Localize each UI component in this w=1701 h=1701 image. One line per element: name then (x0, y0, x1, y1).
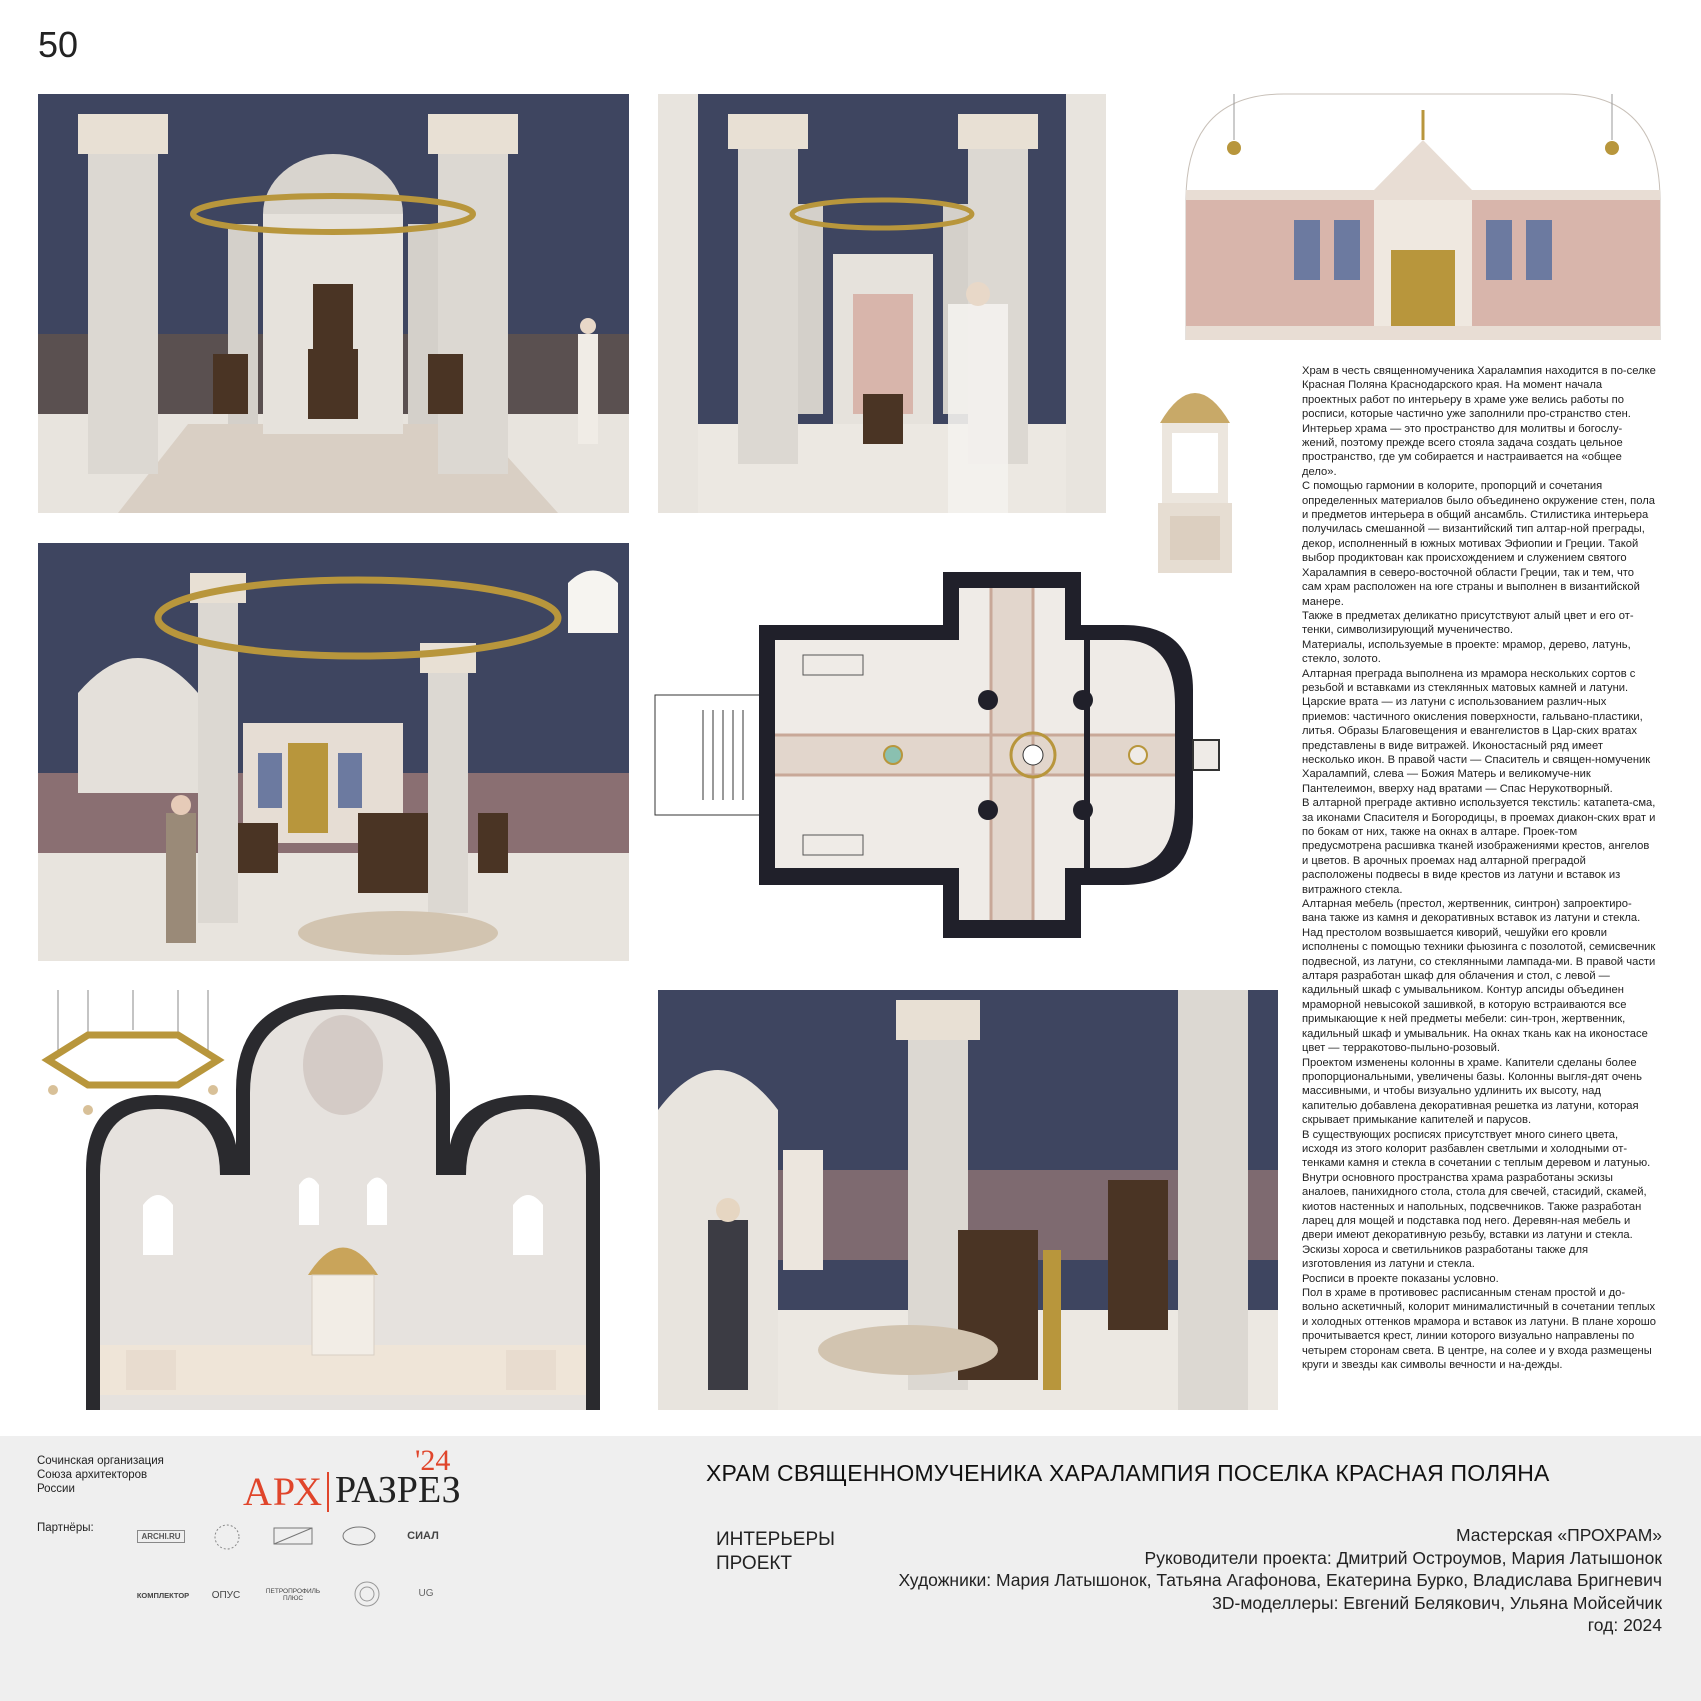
description-paragraph: В алтарной преграде активно используется текстиль: катапета-сма, за иконами Спасителя и Богородицы, в проемах диакон-ских врат и по бокам от них, также на окнах в алтаре. Проек-том предусмотрена расшивка тканей изображениями крестов, ангелов и цветов. В арочных проемах над алтарной преградой расположены подвесы в виде крестов из латуни и вставок из витражного стекла. (1302, 797, 1656, 896)
partner-logo-ug: UG (418, 1587, 434, 1599)
partner-logo-opus: ОПУС (211, 1589, 241, 1601)
section-line: ИНТЕРЬЕРЫ (716, 1529, 835, 1550)
iconostasis-elevation (1184, 90, 1662, 340)
logo-arh: АРХ (243, 1469, 324, 1514)
description-paragraph: Проектом изменены колонны в храме. Капители сделаны более пропорциональными, увеличены базы. Колонны выгля-дят очень массивными, и чтобы визуально удлинить их высоту, над капителью добавлена декоративная решетка из латуни, которая скрывает примыкание капителей и парусов. (1302, 1056, 1642, 1127)
description-paragraph: Внутри основного пространства храма разработаны эскизы аналоев, панихидного стола, стола для свечей, стасидий, скамей, киотов настенных и напольных, подсвечников. Также разработан ларец для мощей и подставка под него. Деревян-ная мебель и двери имеют декоративную резьбу, вставки из латуни и стекла. Эскизы хороса и светильников разработаны также для изготовления из латуни и стекла. (1302, 1171, 1647, 1271)
description-paragraph: Алтарная мебель (престол, жертвенник, синтрон) запроектиро-вана также из камня и декоративных вставок из латуни и стекла. Над престолом возвышается киворий, чешуйки его кровли исполнены с помощью техники фьюзинга с позолотой, семисвечник подвесной, из латуни, со стеклянными лампада-ми. В правой части алтаря разработан шкаф для облачения и стол, с левой — кадильный шкаф с умывальником. Контур апсиды объединен мраморной невысокой зашивкой, в которую встраиваются все примыкающие к ней предметы мебели: син-трон, жертвенник, кадильный шкаф и умывальник. На окнах ткань как на иконостасе цвет — терракотово-пыльно-розовый. (1302, 898, 1656, 1055)
logo-year: '24 (415, 1444, 451, 1477)
kiot-render (1150, 368, 1240, 578)
section-label (716, 1528, 835, 1576)
partner-logo-archi: ARCHI.RU (128, 1528, 194, 1544)
logo-razrez: РАЗРЕЗ (335, 1469, 461, 1511)
description-paragraph: Материалы, используемые в проекте: мрамор, дерево, латунь, стекло, золото. (1302, 638, 1631, 666)
logo-separator (327, 1472, 329, 1512)
footer (0, 1436, 1701, 1701)
project-credits (899, 1524, 1662, 1637)
credit-line: 3D-моделлеры: Евгений Белякович, Ульяна Мойсейчик (1212, 1592, 1662, 1613)
render-interior-chandelier (38, 543, 629, 961)
description-paragraph: Пол в храме в противовес расписанным стенам простой и до-вольно аскетичный, колорит минималистичный в сочетании теплых и холодных оттенков мрамора и вставок из латуни. В плане хорошо прочитывается крест, линии которого визуально направлены по четырем сторонам света. В центре, на солее и у входа размещены круги и звезды как символы вечности и на-дежды. (1302, 1287, 1656, 1372)
description-paragraph: Алтарная преграда выполнена из мрамора нескольких сортов с резьбой и вставками из стеклянных матовых камней и латуни. Царские врата — из латуни с использованием различ-ных приемов: частичного окисления поверхности, гальвано-пластики, литья. Образы Благовещения и евангелистов в Цар-ских вратах представлены в виде витражей. Иконостасный ряд имеет несколько икон. В правой части — Спаситель и священ-номученик Харалампий, слева — Божия Матерь и великомуче-ник Пантелеимон, вверху над вратами — Спас Нерукотворный. (1302, 667, 1651, 795)
credit-line: Художники: Мария Латышонок, Татьяна Агафонова, Екатерина Бурко, Владислава Бригневич (898, 1570, 1662, 1591)
org-line: Сочинская организация (37, 1455, 164, 1467)
partner-logo-oval (340, 1524, 378, 1548)
partner-logo-box (272, 1526, 314, 1546)
partner-logo-circle (210, 1522, 244, 1552)
description-paragraph: В существующих росписях присутствует много синего цвета, исходя из этого колорит разбавлен светлыми и холодными от-тенками камня и стекла в сочетании с теплым деревом и латунью. (1302, 1128, 1651, 1170)
description-paragraph: Интерьер храма — это пространство для молитвы и богослу-жений, поэтому прежде всего стояла задача создать цельное пространство, где ум собирается и настраивается на «общее дело». (1302, 422, 1623, 478)
arkhrazrez-logo (243, 1444, 461, 1516)
partner-logo-sial: СИАЛ (407, 1530, 439, 1542)
credit-line: Мастерская «ПРОХРАМ» (1456, 1525, 1662, 1545)
credit-line: Руководители проекта: Дмитрий Остроумов, Мария Латышонок (1144, 1547, 1662, 1568)
description-paragraph: Храм в честь священномученика Харалампия находится в по-селке Красная Поляна Краснодарского края. На момент начала проектных работ по интерьеру в храме уже велись работы по росписи, которые частично уже заполнили про-странство стен. (1302, 365, 1656, 421)
page-number: 50 (38, 24, 79, 65)
partner-logo-shell (350, 1578, 384, 1610)
apse-elevation (86, 995, 600, 1410)
project-title: ХРАМ СВЯЩЕННОМУЧЕНИКА ХАРАЛАМПИЯ ПОСЕЛКА КРАСНАЯ ПОЛЯНА (706, 1460, 1550, 1486)
project-description (1302, 364, 1656, 1372)
description-paragraph: Также в предметах деликатно присутствуют алый цвет и его от-тенки, символизирующий мученичество. (1302, 609, 1634, 637)
description-paragraph: С помощью гармонии в колорите, пропорций и сочетания определенных материалов было объединено окружение стен, пола и предметов интерьера в общий ансамбль. Стилистика интерьера получилась смешанной — византийский тип алтар-ной преграды, декор, исполненный в южных мотивах Эфиопии и Греции. Такой выбор продиктован как происхождением и служением святого Харалампия в северо-восточной области Греции, так и тем, что сам храм расположен на юге страны и выполнен в византийской манере. (1302, 480, 1655, 608)
render-nave-view (38, 94, 629, 513)
org-line: России (37, 1483, 75, 1495)
render-iconostasis-view (658, 94, 1106, 513)
section-line: ПРОЕКТ (716, 1553, 793, 1574)
render-side-view (658, 990, 1278, 1410)
org-line: Союза архитекторов (37, 1469, 148, 1481)
partner-logo-komplektor: КОМПЛЕКТОР (136, 1590, 190, 1600)
floor-plan (653, 560, 1279, 947)
credit-line: год: 2024 (1587, 1615, 1662, 1636)
organization-name (37, 1454, 164, 1496)
partner-logo-petroprofil: ПЕТРОПРОФИЛЬ ПЛЮС (265, 1588, 321, 1602)
partners-label: Партнёры: (37, 1522, 94, 1534)
description-paragraph: Росписи в проекте показаны условно. (1302, 1272, 1499, 1285)
